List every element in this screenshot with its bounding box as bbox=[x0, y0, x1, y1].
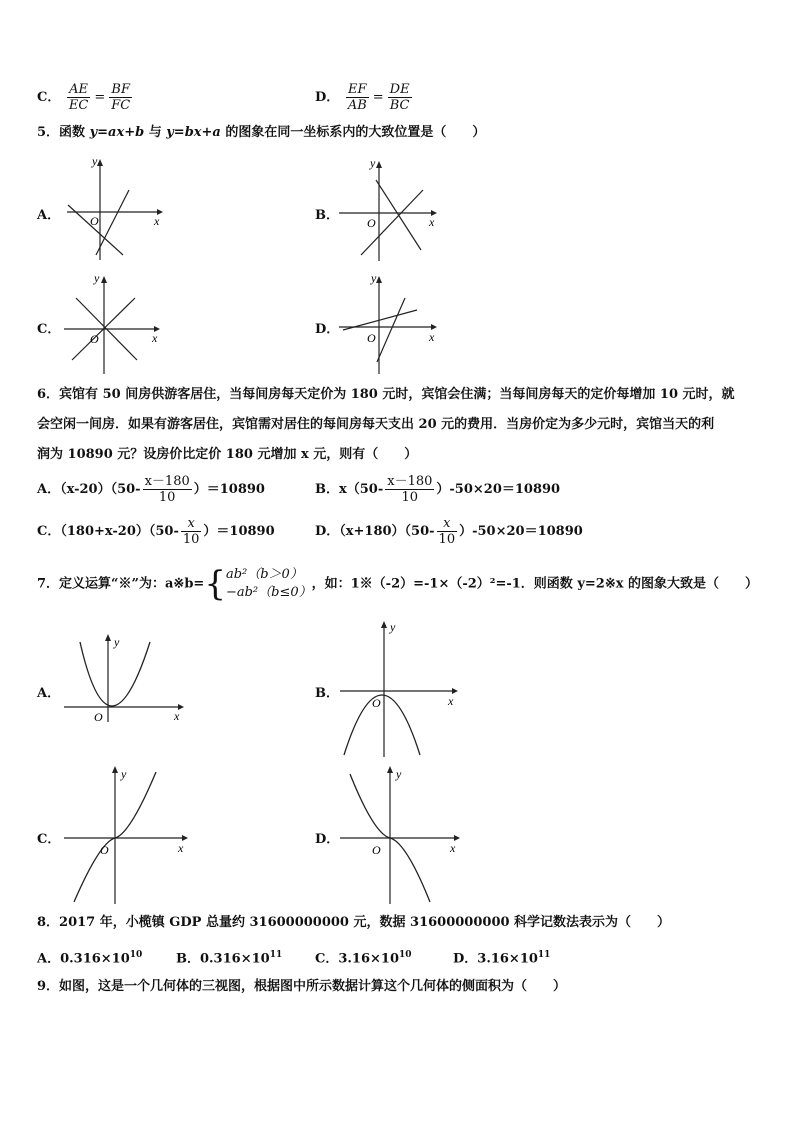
svg-text:y: y bbox=[94, 271, 100, 285]
svg-text:O: O bbox=[367, 331, 376, 345]
q5-graph-c bbox=[62, 270, 167, 376]
q7-label-b: B． bbox=[315, 686, 339, 701]
svg-text:x: x bbox=[429, 330, 435, 344]
svg-text:O: O bbox=[372, 843, 381, 857]
svg-text:y: y bbox=[396, 767, 402, 781]
q7-graph-a bbox=[62, 630, 192, 725]
q7-graph-c bbox=[62, 762, 192, 905]
svg-text:x: x bbox=[450, 841, 456, 855]
q7-label-a: A． bbox=[37, 686, 61, 701]
svg-text:y: y bbox=[114, 635, 120, 649]
svg-text:x: x bbox=[174, 709, 180, 723]
q4-option-d-frac-b: $\frac{DE}{BC}$ bbox=[389, 82, 410, 113]
q6-option-c: C．（180+x-20）（50- $\frac{x}{10}$ ）＝10890 bbox=[37, 516, 275, 547]
q8-option-a: A．$0.316\times 10^{10}$ bbox=[37, 950, 143, 967]
svg-text:x: x bbox=[429, 215, 435, 229]
axis-y-label: y bbox=[92, 155, 98, 168]
q5-stem: 5．函数 y=ax+b 与 y=bx+a 的图象在同一坐标系内的大致位置是（ ） bbox=[37, 125, 486, 140]
q8-option-c: C．$3.16\times 10^{10}$ bbox=[315, 950, 412, 967]
svg-text:y: y bbox=[371, 271, 377, 285]
q6-stem-line3: 润为 10890 元？设房价比定价 180 元增加 x 元，则有（ ） bbox=[37, 447, 418, 462]
q5-label-c: C． bbox=[37, 322, 61, 337]
q4-option-d-frac-a: $\frac{EF}{AB}$ bbox=[347, 82, 367, 113]
q7-label-c: C． bbox=[37, 832, 61, 847]
origin-label: O bbox=[90, 214, 99, 228]
svg-text:O: O bbox=[372, 696, 381, 710]
q6-stem-line2: 会空闲一间房．如果有游客居住，宾馆需对居住的每间房每天支出 20 元的费用．当房价定为多少元时，宾馆当天的利 bbox=[37, 417, 715, 432]
svg-text:y: y bbox=[370, 156, 376, 170]
q4-option-c-label: C． bbox=[37, 90, 61, 105]
q5-label-d: D． bbox=[315, 322, 340, 337]
q5-label-a: A． bbox=[37, 208, 61, 223]
q7-graph-d bbox=[338, 762, 468, 905]
q5-graph-a bbox=[62, 155, 167, 263]
svg-text:y: y bbox=[390, 620, 396, 634]
q5-label-b: B． bbox=[315, 208, 339, 223]
svg-text:x: x bbox=[152, 331, 158, 345]
q6-option-a: A．（x-20）（50- $\frac{x-180}{10}$ ）＝10890 bbox=[37, 474, 265, 505]
q4-option-c: C． $\frac{AE}{EC}$ = $\frac{BF}{FC}$ bbox=[37, 82, 131, 113]
svg-text:O: O bbox=[367, 216, 376, 230]
q7-piecewise: ab²（b＞0） −ab²（b≤0） bbox=[225, 567, 312, 600]
svg-text:O: O bbox=[94, 710, 103, 724]
q6-option-d: D．（x+180）（50- $\frac{x}{10}$ ）-50×20＝10890 bbox=[315, 516, 583, 547]
svg-text:x: x bbox=[178, 841, 184, 855]
q7-stem: 7．定义运算“※”为：a※b={ ab²（b＞0） −ab²（b≤0） ，如：1※（-2）=-1×（-2）²=-1．则函数 y=2※x 的图象大致是（ ） bbox=[37, 564, 758, 604]
axis-x-label: x bbox=[154, 214, 160, 228]
q5-graph-d bbox=[337, 270, 442, 376]
q9-stem: 9．如图，这是一个几何体的三视图，根据图中所示数据计算这个几何体的侧面积为（ ） bbox=[37, 979, 567, 994]
q4-option-c-frac-b: $\frac{BF}{FC}$ bbox=[111, 82, 131, 113]
q7-graph-b bbox=[338, 617, 468, 759]
q6-stem-line1: 6．宾馆有 50 间房供游客居住，当每间房每天定价为 180 元时，宾馆会住满；当每间房每天的定价每增加 10 元时，就 bbox=[37, 387, 735, 402]
q4-option-c-frac-a: $\frac{AE}{EC}$ bbox=[68, 82, 89, 113]
q4-option-d-label: D． bbox=[315, 90, 340, 105]
svg-text:x: x bbox=[448, 694, 454, 708]
q8-option-b: B．$0.316\times 10^{11}$ bbox=[176, 950, 283, 967]
q8-stem: 8．2017 年，小榄镇 GDP 总量约 31600000000 元，数据 31600000000 科学记数法表示为（ ） bbox=[37, 915, 671, 930]
q4-option-d: D． $\frac{EF}{AB}$ = $\frac{DE}{BC}$ bbox=[315, 82, 410, 113]
q5-graph-b bbox=[337, 155, 442, 263]
q8-option-d: D．$3.16\times 10^{11}$ bbox=[453, 950, 551, 967]
svg-text:O: O bbox=[100, 843, 109, 857]
svg-text:O: O bbox=[90, 332, 99, 346]
svg-text:y: y bbox=[121, 767, 127, 781]
q6-option-b: B．x（50- $\frac{x-180}{10}$ ）-50×20＝10890 bbox=[315, 474, 561, 505]
q7-label-d: D． bbox=[315, 832, 340, 847]
